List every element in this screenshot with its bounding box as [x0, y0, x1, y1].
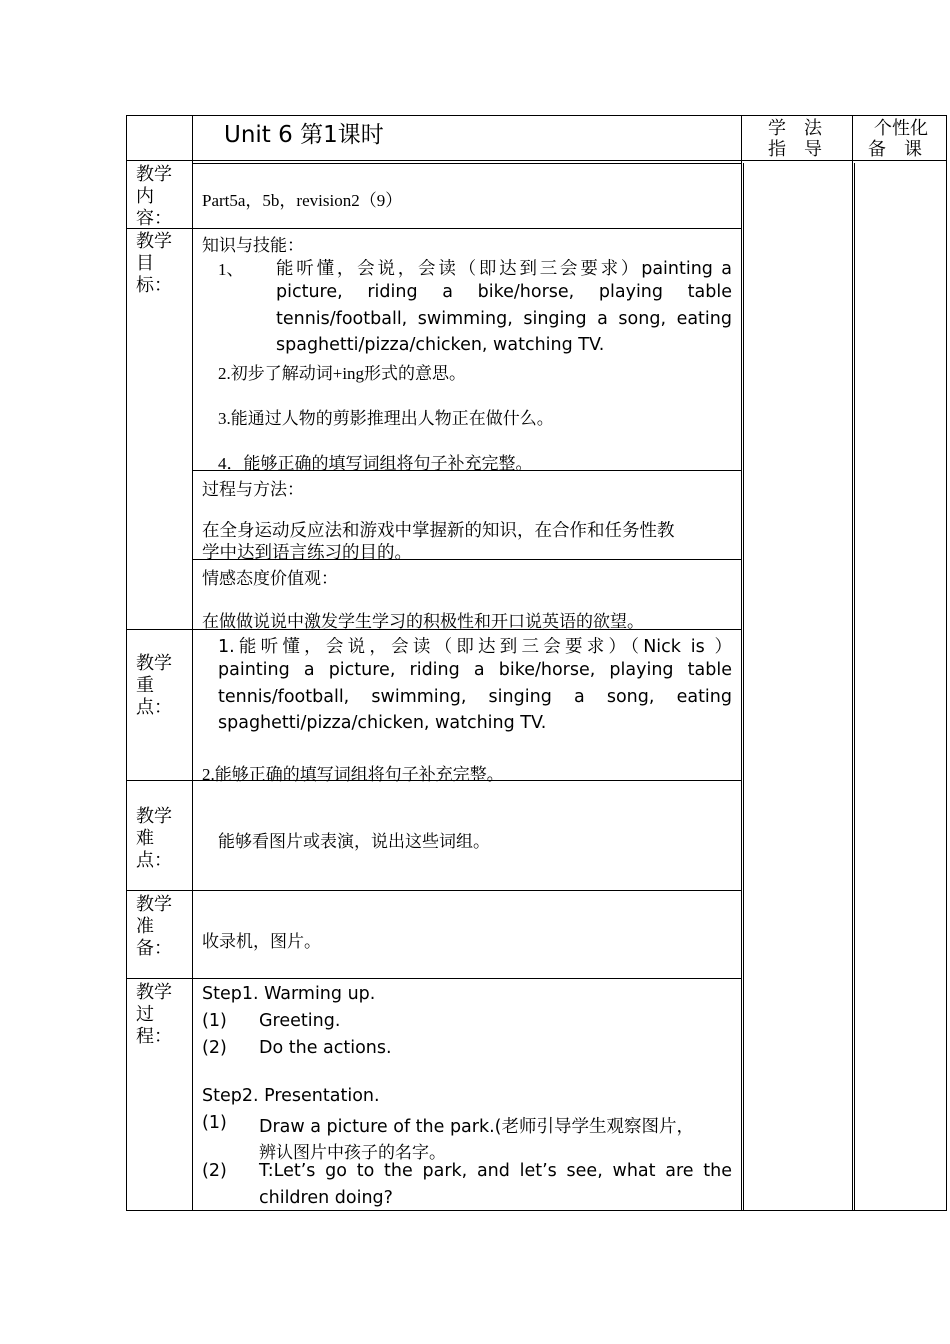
step2-heading: Step2. Presentation.: [202, 1086, 380, 1106]
step1-heading: Step1. Warming up.: [202, 984, 376, 1004]
row-label-content: 教学 内 容：: [136, 164, 172, 228]
key-point-1-line: tennis/football, swimming, singing a song, eating: [218, 687, 732, 707]
method-column-divider: [741, 115, 742, 1211]
step2-item-number: (2): [202, 1161, 227, 1181]
step1-item-number: (1): [202, 1011, 227, 1031]
method-guide-header: 学 法 指 导: [768, 118, 822, 159]
objective-1-number: 1、: [218, 260, 244, 279]
step1-item-number: (2): [202, 1038, 227, 1058]
objective-1-line: 能听懂，会说，会读（即达到三会要求）painting a: [276, 259, 732, 279]
attitude-text: 在做做说说中激发学生学习的积极性和开口说英语的欲望。: [202, 612, 644, 631]
personal-column-divider: [852, 115, 853, 1211]
attitude-heading: 情感态度价值观：: [202, 569, 338, 588]
knowledge-heading: 知识与技能：: [202, 236, 304, 255]
step2-item-number: (1): [202, 1113, 227, 1133]
process-line: 在全身运动反应法和游戏中掌握新的知识，在合作和任务性教: [202, 520, 675, 540]
objective-2: 2.初步了解动词+ing形式的意思。: [218, 364, 467, 383]
step2-item-text: T:Let’s go to the park, and let’s see, what are the: [259, 1161, 732, 1181]
step2-item-text: 辨认图片中孩子的名字。: [259, 1143, 446, 1162]
step2-item-text: children doing?: [259, 1188, 393, 1208]
objective-1-line: picture, riding a bike/horse, playing table: [276, 282, 732, 302]
objective-4: 4．能够正确的填写词组将句子补充完整。: [218, 454, 533, 473]
row-label-difficult-points: 教学 难 点：: [136, 806, 172, 870]
table-border-right: [946, 115, 947, 1211]
key-point-2: 2.能够正确的填写词组将句子补充完整。: [202, 765, 504, 784]
objective-1-line: tennis/football, swimming, singing a song, eating: [276, 309, 732, 329]
step1-item-text: Greeting.: [259, 1011, 341, 1031]
row-label-preparation: 教学 准 备：: [136, 894, 172, 958]
label-column-divider: [192, 115, 193, 1211]
key-point-1-line: 1.能听懂，会说，会读（即达到三会要求）（Nick is ）: [218, 637, 732, 657]
objective-1-line: spaghetti/pizza/chicken, watching TV.: [276, 335, 605, 355]
row-divider: [126, 890, 741, 891]
table-border-bottom: [126, 1210, 947, 1211]
process-heading: 过程与方法：: [202, 480, 304, 499]
step1-item-text: Do the actions.: [259, 1038, 392, 1058]
header-divider: [126, 160, 947, 161]
preparation-text: 收录机，图片。: [202, 932, 321, 951]
table-border-top: [126, 115, 947, 116]
process-line: 学中达到语言练习的目的。: [202, 542, 412, 562]
objective-3: 3.能通过人物的剪影推理出人物正在做什么。: [218, 409, 554, 428]
row-label-objectives: 教学 目 标：: [136, 231, 172, 295]
row-divider: [126, 978, 741, 979]
lesson-title: Unit 6 第1课时: [224, 122, 384, 148]
key-point-1-line: spaghetti/pizza/chicken, watching TV.: [218, 713, 547, 733]
row-label-procedure: 教学 过 程：: [136, 982, 172, 1046]
personal-column-inner: [854, 163, 855, 1210]
content-text: Part5a，5b，revision2（9）: [202, 191, 403, 210]
step2-item-text: Draw a picture of the park.(老师引导学生观察图片，: [259, 1117, 695, 1137]
personal-prep-header: 个性化 备 课: [868, 118, 928, 159]
row-divider: [126, 228, 741, 229]
method-column-inner: [743, 163, 744, 1210]
row-label-key-points: 教学 重 点：: [136, 653, 172, 717]
header-divider-inner: [192, 163, 741, 164]
key-point-1-line: painting a picture, riding a bike/horse, playing table: [218, 660, 732, 680]
difficult-points-text: 能够看图片或表演，说出这些词组。: [218, 832, 490, 851]
table-border-left: [126, 115, 127, 1211]
